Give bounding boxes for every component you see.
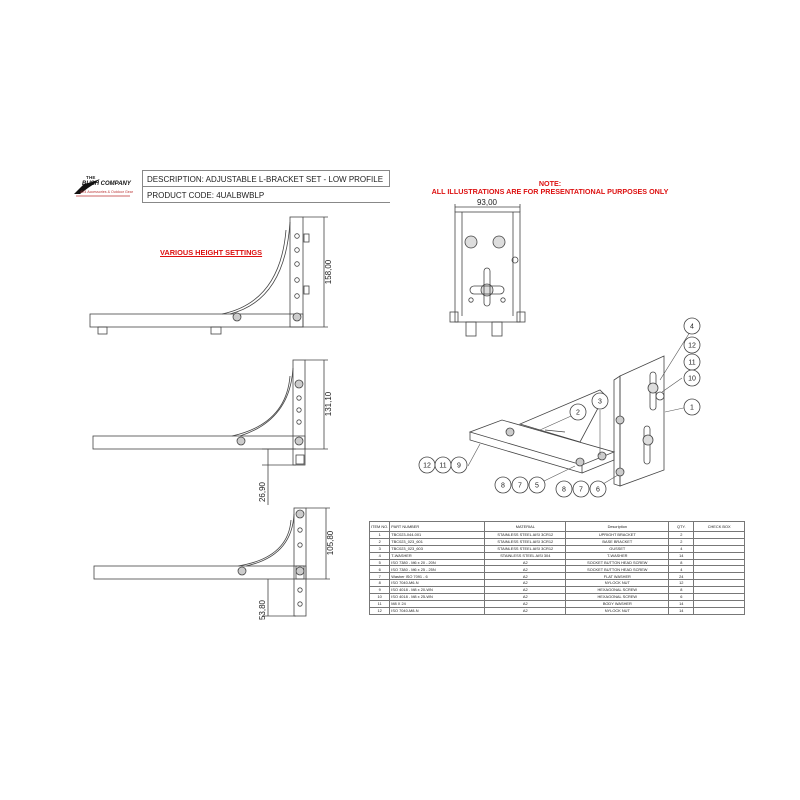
- table-row: [370, 580, 745, 587]
- table-cell: 12: [669, 580, 694, 587]
- table-cell: 4: [669, 545, 694, 552]
- table-cell: 3: [370, 545, 390, 552]
- table-cell: 2: [669, 538, 694, 545]
- table-cell: TBC023_023_603: [390, 545, 485, 552]
- table-cell: STAINLESS STEEL AISI 3CR12: [485, 545, 566, 552]
- bracket-top-view: [450, 204, 525, 336]
- table-cell: 14: [669, 600, 694, 607]
- balloon-2: 2: [576, 409, 580, 417]
- table-cell[interactable]: [694, 573, 745, 580]
- table-cell: 6: [370, 566, 390, 573]
- table-cell: 5: [370, 559, 390, 566]
- dim-height-3: 105,80: [326, 530, 335, 556]
- table-cell: A2: [485, 573, 566, 580]
- table-cell: 24: [669, 573, 694, 580]
- balloon-8: 8: [501, 482, 505, 490]
- balloon-12: 12: [688, 342, 696, 350]
- table-row: [370, 594, 745, 601]
- table-cell: ISO 7040-M8-N: [390, 607, 485, 614]
- col-qty: QTY.: [669, 522, 694, 532]
- table-cell: M8 X 24: [390, 600, 485, 607]
- table-cell: 2: [370, 538, 390, 545]
- col-description: Description: [566, 522, 669, 532]
- table-cell: TBC023_023_601: [390, 538, 485, 545]
- table-cell: 11: [370, 600, 390, 607]
- table-row: [370, 532, 745, 539]
- logo-tagline: 4X4 Accessories & Outdoor Gear: [80, 190, 133, 194]
- table-cell: A2: [485, 559, 566, 566]
- col-material: MATERIAL: [485, 522, 566, 532]
- table-cell: 10: [370, 594, 390, 601]
- table-cell: 4: [370, 552, 390, 559]
- table-cell: STAINLESS STEEL AISI 3CR12: [485, 538, 566, 545]
- balloon-5: 5: [535, 482, 539, 490]
- table-cell: A2: [485, 587, 566, 594]
- dim-offset-3: 53,80: [258, 599, 267, 621]
- col-part-number: PART NUMBER: [390, 522, 485, 532]
- parts-table: [369, 521, 745, 615]
- table-cell: 6: [669, 594, 694, 601]
- bracket-view-2: [93, 360, 328, 505]
- table-cell: A2: [485, 594, 566, 601]
- balloon-12b: 12: [423, 462, 431, 470]
- table-cell: ISO 7380 - M6 x 25 - 25N: [390, 566, 485, 573]
- dim-height-2: 131,10: [324, 391, 333, 417]
- table-cell: 2: [669, 532, 694, 539]
- table-cell: STAINLESS STEEL AISI 304: [485, 552, 566, 559]
- table-cell: 14: [669, 552, 694, 559]
- balloon-7b: 7: [579, 486, 583, 494]
- note-title: NOTE:: [538, 179, 562, 188]
- table-row: [370, 559, 745, 566]
- table-cell: 8: [669, 559, 694, 566]
- table-cell: 12: [370, 607, 390, 614]
- balloon-10: 10: [688, 375, 696, 383]
- table-cell: SOCKET BUTTON HEAD SCREW: [566, 559, 669, 566]
- table-cell: A2: [485, 566, 566, 573]
- table-cell: GUSSET: [566, 545, 669, 552]
- product-code-field: PRODUCT CODE: 4UALBWBLP: [142, 186, 390, 203]
- balloon-9: 9: [457, 462, 461, 470]
- bracket-view-3: [94, 508, 330, 616]
- table-cell[interactable]: [694, 594, 745, 601]
- table-cell: NYLOCK NUT: [566, 607, 669, 614]
- balloon-6: 6: [596, 486, 600, 494]
- col-item-no: ITEM NO.: [370, 522, 390, 532]
- table-cell[interactable]: [694, 559, 745, 566]
- table-row: [370, 552, 745, 559]
- table-cell: 8: [669, 587, 694, 594]
- table-row: [370, 538, 745, 545]
- table-cell[interactable]: [694, 587, 745, 594]
- balloon-11: 11: [688, 359, 696, 367]
- table-cell: ISO 7380 - M6 x 20 - 20N: [390, 559, 485, 566]
- description-field: DESCRIPTION: ADJUSTABLE L-BRACKET SET - LOW PROFILE: [142, 170, 390, 187]
- table-cell[interactable]: [694, 552, 745, 559]
- table-cell: FLAT WASHER: [566, 573, 669, 580]
- balloon-7: 7: [518, 482, 522, 490]
- table-cell: 9: [370, 587, 390, 594]
- table-cell: HEXAGONAL SCREW: [566, 587, 669, 594]
- dim-top-width: 93,00: [476, 198, 498, 207]
- table-row: [370, 607, 745, 614]
- balloon-11b: 11: [439, 462, 447, 470]
- table-cell: SOCKET BUTTON HEAD SCREW: [566, 566, 669, 573]
- logo-line2: BUSH COMPANY: [82, 181, 131, 187]
- dim-offset-2: 26,90: [258, 481, 267, 503]
- table-cell: T-WASHER: [390, 552, 485, 559]
- table-cell: UPRIGHT BRACKET: [566, 532, 669, 539]
- table-cell: STAINLESS STEEL AISI 3CR12: [485, 532, 566, 539]
- balloon-1: 1: [690, 404, 694, 412]
- table-cell[interactable]: [694, 538, 745, 545]
- table-cell: 8: [370, 580, 390, 587]
- table-row: [370, 566, 745, 573]
- table-cell[interactable]: [694, 607, 745, 614]
- table-cell: A2: [485, 607, 566, 614]
- table-cell: BASE BRACKET: [566, 538, 669, 545]
- table-cell: HEXAGONAL SCREW: [566, 594, 669, 601]
- table-cell: 7: [370, 573, 390, 580]
- table-cell: 14: [669, 607, 694, 614]
- table-cell: TBC023-044-001: [390, 532, 485, 539]
- table-cell: BODY WASHER: [566, 600, 669, 607]
- table-cell: 1: [370, 532, 390, 539]
- table-cell: ISO 7040-M6-N: [390, 580, 485, 587]
- balloon-3: 3: [598, 398, 602, 406]
- table-cell[interactable]: [694, 545, 745, 552]
- table-cell: ISO 4018 - M8 x 25-WN: [390, 594, 485, 601]
- table-cell[interactable]: [694, 532, 745, 539]
- table-row: [370, 600, 745, 607]
- table-cell[interactable]: [694, 600, 745, 607]
- table-cell: ISO 4018 - M8 x 20-WN: [390, 587, 485, 594]
- balloon-8b: 8: [562, 486, 566, 494]
- table-header-row: [370, 522, 745, 532]
- col-check-box: CHECK BOX: [694, 522, 745, 532]
- table-cell: NYLOCK NUT: [566, 580, 669, 587]
- various-height-heading: VARIOUS HEIGHT SETTINGS: [160, 248, 263, 257]
- note-text: ALL ILLUSTRATIONS ARE FOR PRESENTATIONAL PURPOSES ONLY: [431, 187, 669, 196]
- table-row: [370, 573, 745, 580]
- table-cell[interactable]: [694, 580, 745, 587]
- dim-height-1: 158,00: [324, 259, 333, 285]
- table-cell: T-WASHER: [566, 552, 669, 559]
- table-cell: Washer ISO 7091 - 6: [390, 573, 485, 580]
- logo-line1: THE: [86, 175, 96, 180]
- bracket-view-1: [90, 217, 328, 334]
- bracket-isometric-view: [470, 356, 664, 486]
- balloon-4: 4: [690, 323, 694, 331]
- table-cell[interactable]: [694, 566, 745, 573]
- table-cell: A2: [485, 600, 566, 607]
- table-row: [370, 545, 745, 552]
- table-cell: A2: [485, 580, 566, 587]
- table-row: [370, 587, 745, 594]
- table-cell: 4: [669, 566, 694, 573]
